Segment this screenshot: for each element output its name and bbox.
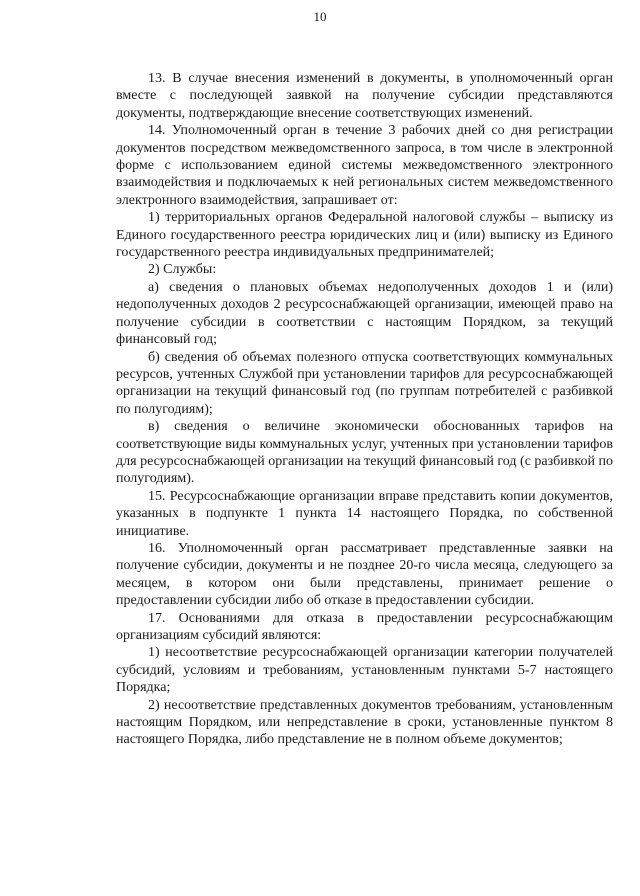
paragraph-14-item-1: 1) территориальных органов Федеральной налоговой службы – выписку из Единого государственного реестра юридических лиц и (или) выписку из Единого государственного реестра индивидуальных предпринимателей; xyxy=(116,210,613,261)
paragraph-13: 13. В случае внесения изменений в документы, в уполномоченный орган вместе с последующей заявкой на получение субсидии представляются документы, подтверждающие внесение соответствующих изменений. xyxy=(116,71,613,121)
paragraph-16: 16. Уполномоченный орган рассматривает представленные заявки на получение субсидии, документы и не позднее 20-го числа месяца, следующего за месяцем, в котором они были представлены, принимает решение о предоставлении субсидии либо об отказе в предоставлении субсидии. xyxy=(116,540,613,609)
page-number: 10 xyxy=(313,9,327,24)
paragraph-17-item-1: 1) несоответствие ресурсоснабжающей организации категории получателей субсидий, условиям и требованиям, установленным пунктами 5-7 настоящего Порядка; xyxy=(116,645,613,696)
paragraph-14: 14. Уполномоченный орган в течение 3 рабочих дней со дня регистрации документов посредством межведомственного запроса, в том числе в электронной форме с использованием единой системы межведомственного электронного взаимодействия и подключаемых к ней региональных систем межведомственного электронного взаимодействия, запрашивает от: xyxy=(116,123,613,208)
paragraph-17-item-2: 2) несоответствие представленных документов требованиям, установленным настоящим Порядком, или непредставление в сроки, установленные пунктом 8 настоящего Порядка, либо представление не в полном объеме документов; xyxy=(116,697,613,748)
paragraph-14-item-2: 2) Службы: xyxy=(148,262,217,278)
paragraph-14-item-2b: б) сведения об объемах полезного отпуска соответствующих коммунальных ресурсов, учтенных Службой при установлении тарифов для ресурсоснабжающей организации на текущий финансовый год (по группам потребителей с разбивкой по полугодиям); xyxy=(116,349,613,417)
paragraph-14-item-2c: в) сведения о величине экономически обоснованных тарифов на соответствующие виды коммунальных услуг, учтенных при установлении тарифов для ресурсоснабжающей организации на текущий финансовый год (с разбивкой по полугодиям). xyxy=(116,419,613,487)
paragraph-17: 17. Основаниями для отказа в предоставлении ресурсоснабжающим организациям субсидий являются: xyxy=(116,610,613,643)
paragraph-14-item-2a: а) сведения о плановых объемах недополученных доходов 1 и (или) недополученных доходов 2 ресурсоснабжающей организации, имеющей право на получение субсидии в соответствии с настоящим Порядком, за текущий финансовый год; xyxy=(116,279,613,348)
document-body xyxy=(116,70,613,749)
paragraph-15: 15. Ресурсоснабжающие организации вправе представить копии документов, указанных в подпункте 1 пункта 14 настоящего Порядка, по собственной инициативе. xyxy=(116,488,613,539)
